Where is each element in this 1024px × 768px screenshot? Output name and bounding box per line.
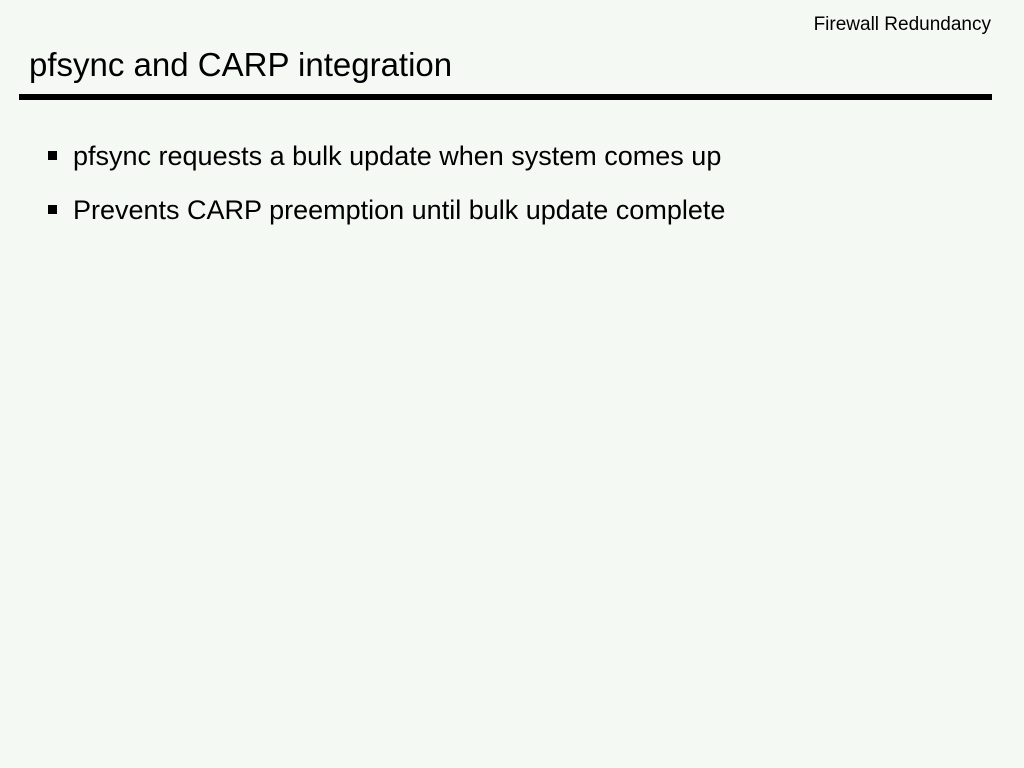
page-title: pfsync and CARP integration: [29, 46, 453, 83]
list-item-label: Prevents CARP preemption until bulk update complete: [73, 195, 726, 225]
bullet-list: [48, 133, 984, 241]
square-bullet-icon: [48, 205, 57, 214]
list-item: [48, 187, 984, 234]
list-item: [48, 133, 984, 180]
title-divider: [19, 94, 992, 100]
list-item-label: pfsync requests a bulk update when system comes up: [73, 141, 722, 171]
slide-header-label: Firewall Redundancy: [813, 14, 991, 35]
square-bullet-icon: [48, 151, 57, 160]
